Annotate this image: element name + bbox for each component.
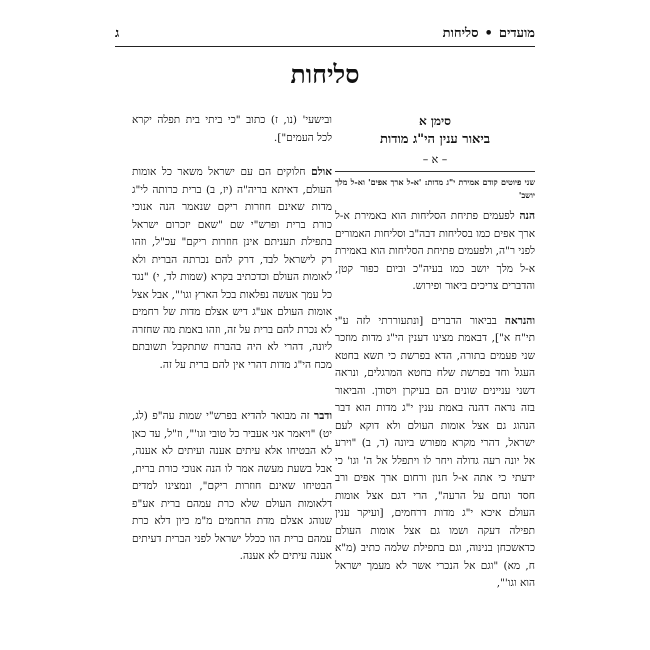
running-header-title xyxy=(443,25,535,41)
paragraph-text: זה מבואר להדיא בפרש"י שמות עה"פ (לג, יט) "ויאמר אני אעביר כל טובי וגו'", וז"ל, עד כאן לא הבטיחו אלא עיתים אענה ועיתים לא אענה, אבל בשעת מעשה אמר לו הנה אנוכי כורת ברית, הבטיחו שאינם חוזרות ריקם", ונמצינו למדים דלאומות העולם שלא כרת עמהם ברית אע"פ שנוהג אצלם מדת הרחמים מ"מ כיון דלא כרת עמהם ברית הוו ככלל ישראל לפני הברית דעיתים אענה עיתים לא אענה. xyxy=(132,410,332,562)
siman-section-mark: – א – xyxy=(422,153,448,166)
header-topic: סליחות xyxy=(442,26,479,41)
paragraph xyxy=(132,408,332,566)
paragraph xyxy=(132,112,332,147)
siman-label: סימן א xyxy=(418,114,452,128)
paragraph-text: לפעמים פתיחת הסליחות הוא באמירת א-ל ארך אפים כמו בסליחות דבה"ב וסליחות האמורים לפני ר"ה, ולפעמים פתיחת הסליחות הוא באמירת א-ל מלך יושב כמו בעיה"כ וביום כפור קטן, והדברים צריכים ביאור ופירוש. xyxy=(335,210,535,292)
left-column xyxy=(132,112,332,566)
paragraph-lead-word: והנראה xyxy=(504,314,536,327)
header-rule xyxy=(115,46,535,47)
page-number: ג xyxy=(115,26,120,41)
paragraph-lead-word: ודבר xyxy=(314,410,333,422)
header-section: מועדים xyxy=(498,26,535,41)
paragraph xyxy=(335,208,535,296)
paragraph xyxy=(335,313,535,593)
paragraph-lead-word: אולם xyxy=(311,166,332,178)
paragraph-text: ובישעי' (נו, ז) כתוב "כי ביתי בית תפלה יקרא לכל העמים"]. xyxy=(132,114,332,144)
paragraph-text: חלוקים הם עם ישראל משאר כל אומות העולם, דאיתא בריה"ה (יז, ב) ברית כרותה לי"ג מדות שאינם חוזרות ריקם שנאמר הנה אנוכי כורת ברית ופרש"י שם "שאם יזכרום ישראל בתפילת תעניתם אינן חוזרות ריקם" עכ"ל, וזהו רק לישראל לבד, דרק להם נכרתה הברית ולא לאומות העולם וכדכתיב בקרא (שמות לד, י) "נגד כל עמך אעשה נפלאות בכל הארץ וגו'", אבל אצל אומות העולם אע"ג דיש אצלם מדות של רחמים לא נכרת להם ברית על זה, וזהו באמת מה שחזרה ליונה, דהרי לא היה בהברח שתתקבל תשובתם מכח הי"ג מדות דהרי אין להם ברית על זה. xyxy=(132,166,332,371)
paragraph xyxy=(132,164,332,374)
right-column xyxy=(335,112,535,593)
siman-note: שני פיוטים קודם אמירת י"ג מדות: 'א-ל ארך אפים' וא-ל מלך יושב' xyxy=(335,177,535,200)
running-header xyxy=(115,22,535,44)
header-separator: • xyxy=(484,25,493,41)
siman-title: ביאור ענין הי"ג מודות xyxy=(379,132,491,147)
paragraph-gap xyxy=(132,147,332,164)
paragraph-lead-word: הנה xyxy=(519,210,535,222)
siman-divider xyxy=(335,171,535,172)
paragraph-gap xyxy=(132,374,332,408)
paragraph-gap xyxy=(335,296,535,313)
page-title: סליחות xyxy=(290,60,360,89)
paragraph-text: בביאור הדברים [ונתעוררתי לזה ע"י תי"ח א"], דבאמת מצינו דענין הי"ג מדות מוזכר שני פעמים בתורה, הדא בפרשת כי תשא בחטא העגל וחד בפרשת שלח בחטא המרגלים, ונראה דשני עניינים שונים הם בעיקרן ויסודן. והביאור בזה נראה דהנה באמת ענין י"ג מדות הוא דבר הנהוג גם אצל אומות העולם ולא דוקא לעם ישראל, דהרי מקרא מפורש ביונה (ד, ב) "וירע אל יונה רעה גדולה ויחר לו ויתפלל אל ה' וגו' כי ידעתי כי אתה א-ל חנון ורחום ארך אפים ורב חסד ונחם על הרעה", הרי דגם אצל אומות העולם איכא י"ג מדות דרחמים, [ועיקר ענין תפילה דעקה ושמו גם אצל אומות העולם כדאשכחן בנינוה, וגם בתפילת שלמה כתיב (מ"א ח, מא) "וגם אל הנכרי אשר לא מעמך ישראל הוא וגו'", xyxy=(335,314,535,589)
